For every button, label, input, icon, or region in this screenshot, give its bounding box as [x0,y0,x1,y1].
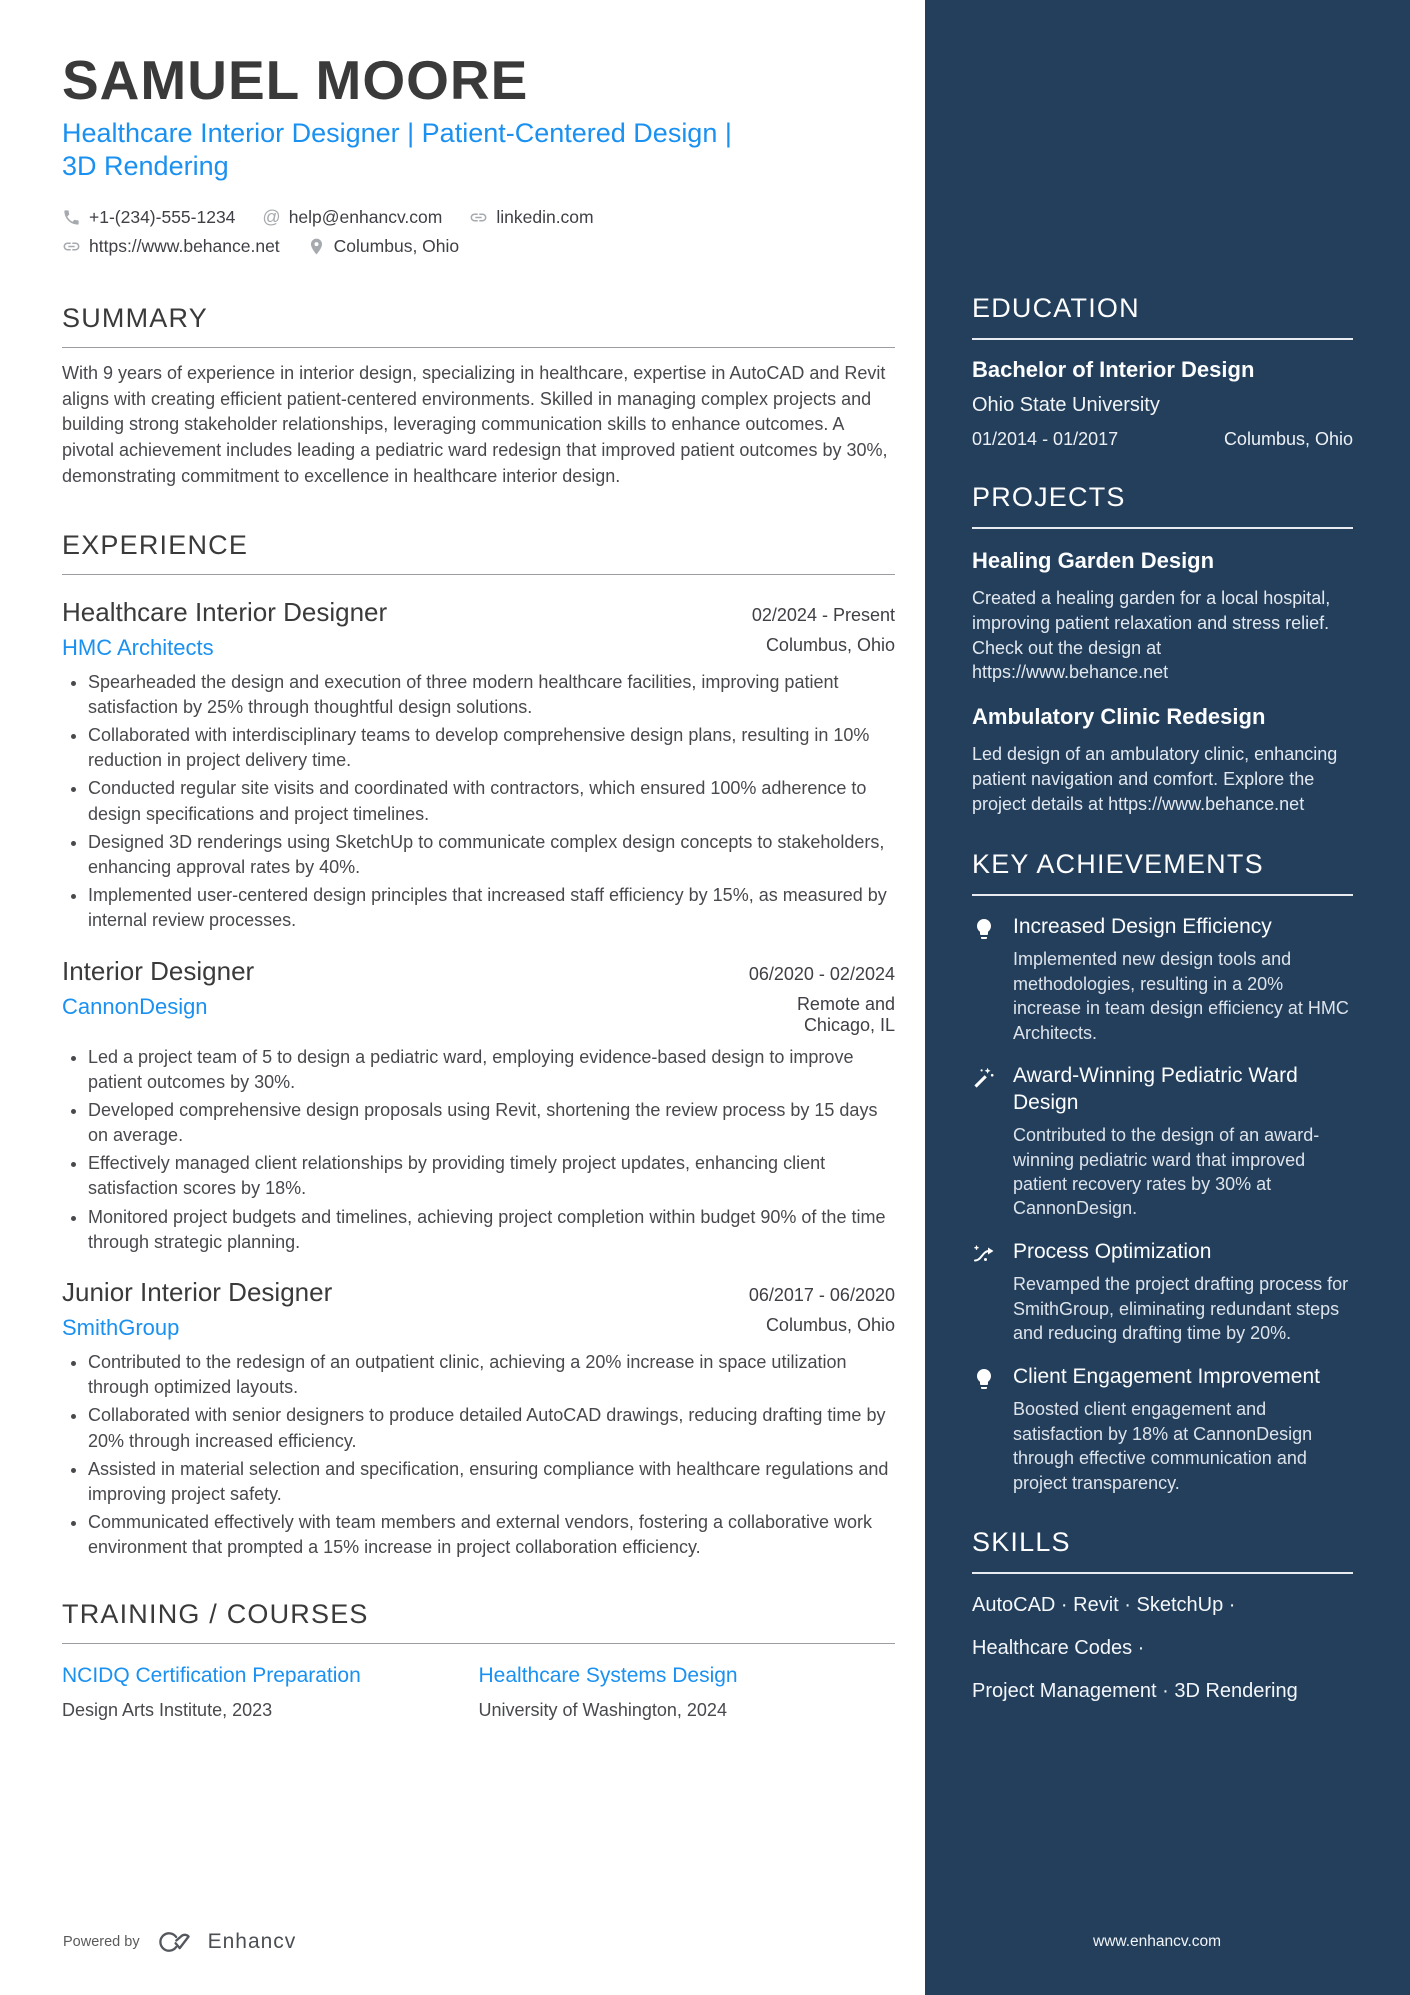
course-list [62,1664,895,1721]
job-bullet: • Assisted in material selection and specification, ensuring compliance with healthcare regulations and improving project safety. [88,1457,895,1507]
job-entry [62,956,895,1256]
project-title: Ambulatory Clinic Redesign [972,704,1266,730]
enhancv-brand-name: Enhancv [207,1930,297,1953]
job-location: Columbus, Ohio [765,1315,895,1336]
process-arrow-icon [972,1239,998,1346]
projects-section [972,482,1353,817]
company-name: SmithGroup [62,1315,180,1341]
job-bullet: • Collaborated with senior designers to produce detailed AutoCAD drawings, reducing drafting time by 20% through increased efficiency. [88,1403,895,1453]
key-achievements-section [972,849,1353,1495]
job-bullets [62,670,895,934]
job-bullet: • Led a project team of 5 to design a pediatric ward, employing evidence-based design to improve patient outcomes by 30%. [88,1045,895,1095]
achievement-description: Revamped the project drafting process for SmithGroup, eliminating redundant steps and reducing drafting time by 20%. [1013,1274,1349,1344]
summary-text: With 9 years of experience in interior design, specializing in healthcare, expertise in AutoCAD and Revit aligns with creating efficient patient-centered environments. Skilled in managing complex projects and building strong stakeholder relationships, leveraging communication skills to enhance outcomes. A pivotal achievement includes leading a pediatric ward redesign that improved patient outcomes by 30%, demonstrating commitment to excellence in healthcare interior design. [62,362,888,486]
job-title: Healthcare Interior Designer [62,596,388,627]
location-text: Columbus, Ohio [333,235,460,256]
achievement-title: Process Optimization [1013,1239,1212,1263]
job-dates: 06/2017 - 06/2020 [748,1285,895,1306]
course-provider: Design Arts Institute, 2023 [62,1699,273,1720]
skills-heading: SKILLS [972,1527,1353,1574]
location-contact [307,236,459,257]
job-bullet: • Collaborated with interdisciplinary teams to develop comprehensive design plans, resulting in 10% reduction in project delivery time. [88,723,895,773]
skill-line: Healthcare Codes · [972,1637,1145,1660]
job-location: Columbus, Ohio [765,634,895,655]
portfolio-url: https://www.behance.net [89,235,280,256]
job-subheader [62,994,895,1036]
job-bullet: • Spearheaded the design and execution of three modern healthcare facilities, improving patient satisfaction by 25% through thoughtful design solutions. [88,670,895,720]
job-bullet: • Conducted regular site visits and coordinated with contractors, which ensured 100% adherence to design specifications and project timelines. [88,776,895,826]
achievement-description: Implemented new design tools and methodologies, resulting in a 20% increase in team design efficiency at HMC Architects. [1013,949,1349,1043]
education-dates: 01/2014 - 01/2017 [972,429,1119,449]
project-title: Healing Garden Design [972,548,1215,573]
job-bullet: • Contributed to the redesign of an outpatient clinic, achieving a 20% increase in space utilization through optimized layouts. [88,1350,895,1400]
behance-contact[interactable] [62,236,280,257]
sidebar-column [925,0,1410,1995]
candidate-headline: Healthcare Interior Designer | Patient-Centered Design | 3D Rendering [62,118,732,182]
course-title: NCIDQ Certification Preparation [62,1663,361,1687]
contact-row-2 [62,236,895,257]
achievement-body [1013,1364,1353,1495]
achievement-description: Contributed to the design of an award-winning pediatric ward that improved patient recovery rates by 30% at CannonDesign. [1013,1125,1320,1219]
achievement-body [1013,1063,1353,1221]
lightbulb-icon [972,914,998,1045]
education-section [972,293,1353,450]
training-heading: TRAINING / COURSES [62,1599,895,1644]
education-meta [972,429,1353,450]
education-location: Columbus, Ohio [1223,429,1353,449]
key-achievements-heading: KEY ACHIEVEMENTS [972,849,1353,896]
phone-number: +1-(234)-555-1234 [89,206,236,227]
job-location: Remote and Chicago, IL [796,993,895,1035]
training-section [62,1599,895,1721]
job-bullet: • Communicated effectively with team members and external vendors, fostering a collaborative work environment that prompted a 15% increase in project collaboration efficiency. [88,1510,895,1560]
magic-wand-icon [972,1063,998,1221]
email-contact[interactable] [262,207,442,228]
contact-row-1 [62,207,895,228]
achievement-entry [972,1239,1353,1346]
link-icon [469,208,488,227]
job-bullet: • Monitored project budgets and timelines, achieving project completion within budget 90% of the time through strategic planning. [88,1205,895,1255]
job-bullet: • Developed comprehensive design proposals using Revit, shortening the review process by 15 days on average. [88,1098,895,1148]
job-header [62,956,895,987]
projects-heading: PROJECTS [972,482,1353,529]
achievement-title: Increased Design Efficiency [1013,914,1272,938]
degree-title: Bachelor of Interior Design [972,357,1255,382]
project-entry [972,704,1353,816]
course-entry [479,1664,896,1721]
skill-line: AutoCAD · Revit · SketchUp · [972,1594,1236,1617]
summary-section [62,303,895,490]
job-header [62,1277,895,1308]
job-dates: 06/2020 - 02/2024 [748,963,895,984]
linkedin-contact[interactable] [469,207,593,228]
company-name: CannonDesign [62,993,208,1019]
skills-section [972,1527,1353,1703]
achievement-body [1013,1239,1353,1346]
achievement-entry [972,1364,1353,1495]
achievement-title: Award-Winning Pediatric Ward Design [1013,1064,1298,1114]
education-heading: EDUCATION [972,293,1353,340]
achievement-entry [972,914,1353,1045]
experience-heading: EXPERIENCE [62,530,895,575]
job-bullets [62,1045,895,1256]
project-description: Led design of an ambulatory clinic, enhancing patient navigation and comfort. Explore the project details at https://www.behance.net [972,744,1338,814]
skill-line: Project Management · 3D Rendering [972,1680,1298,1703]
job-bullet: • Designed 3D renderings using SketchUp to communicate complex design concepts to stakeholders, enhancing approval rates by 40%. [88,830,895,880]
course-title: Healthcare Systems Design [478,1663,738,1687]
at-icon: @ [262,207,281,228]
candidate-name: SAMUEL MOORE [62,49,529,111]
project-entry [972,548,1353,685]
project-description: Created a healing garden for a local hospital, improving patient relaxation and stress relief. Check out the design at https://www.behance.net [972,588,1331,683]
location-pin-icon [307,237,326,256]
company-name: HMC Architects [62,634,214,660]
skills-list [972,1594,1353,1703]
powered-by-label: Powered by [63,1934,140,1950]
achievement-body [1013,914,1353,1045]
experience-section [62,530,895,1561]
phone-contact[interactable] [62,207,235,228]
school-name: Ohio State University [972,394,1160,416]
job-entry [62,1277,895,1561]
course-entry [62,1664,479,1721]
job-bullets [62,1350,895,1561]
achievement-title: Client Engagement Improvement [1013,1364,1320,1388]
linkedin-url: linkedin.com [496,206,594,227]
enhancv-website-link[interactable]: www.enhancv.com [1093,1933,1222,1950]
link-icon [62,237,81,256]
achievement-description: Boosted client engagement and satisfaction by 18% at CannonDesign through effective communication and project transparency. [1013,1399,1313,1493]
job-entry [62,597,895,934]
job-title: Interior Designer [62,955,255,986]
powered-by-footer [63,1929,296,1955]
job-subheader [62,635,895,661]
job-bullet: • Effectively managed client relationships by providing timely project updates, enhancing client satisfaction scores by 18%. [88,1151,895,1201]
job-bullet: • Implemented user-centered design principles that increased staff efficiency by 15%, as measured by internal review processes. [88,883,895,933]
job-header [62,597,895,628]
phone-icon [62,208,81,227]
lightbulb-icon [972,1364,998,1495]
enhancv-logo-icon [156,1929,192,1955]
email-address: help@enhancv.com [288,206,443,227]
course-provider: University of Washington, 2024 [478,1699,727,1720]
contact-block [62,207,895,257]
summary-heading: SUMMARY [62,303,895,348]
job-dates: 02/2024 - Present [751,604,895,625]
job-title: Junior Interior Designer [62,1277,333,1308]
achievement-entry [972,1063,1353,1221]
job-subheader [62,1315,895,1341]
resume-header [62,49,895,257]
